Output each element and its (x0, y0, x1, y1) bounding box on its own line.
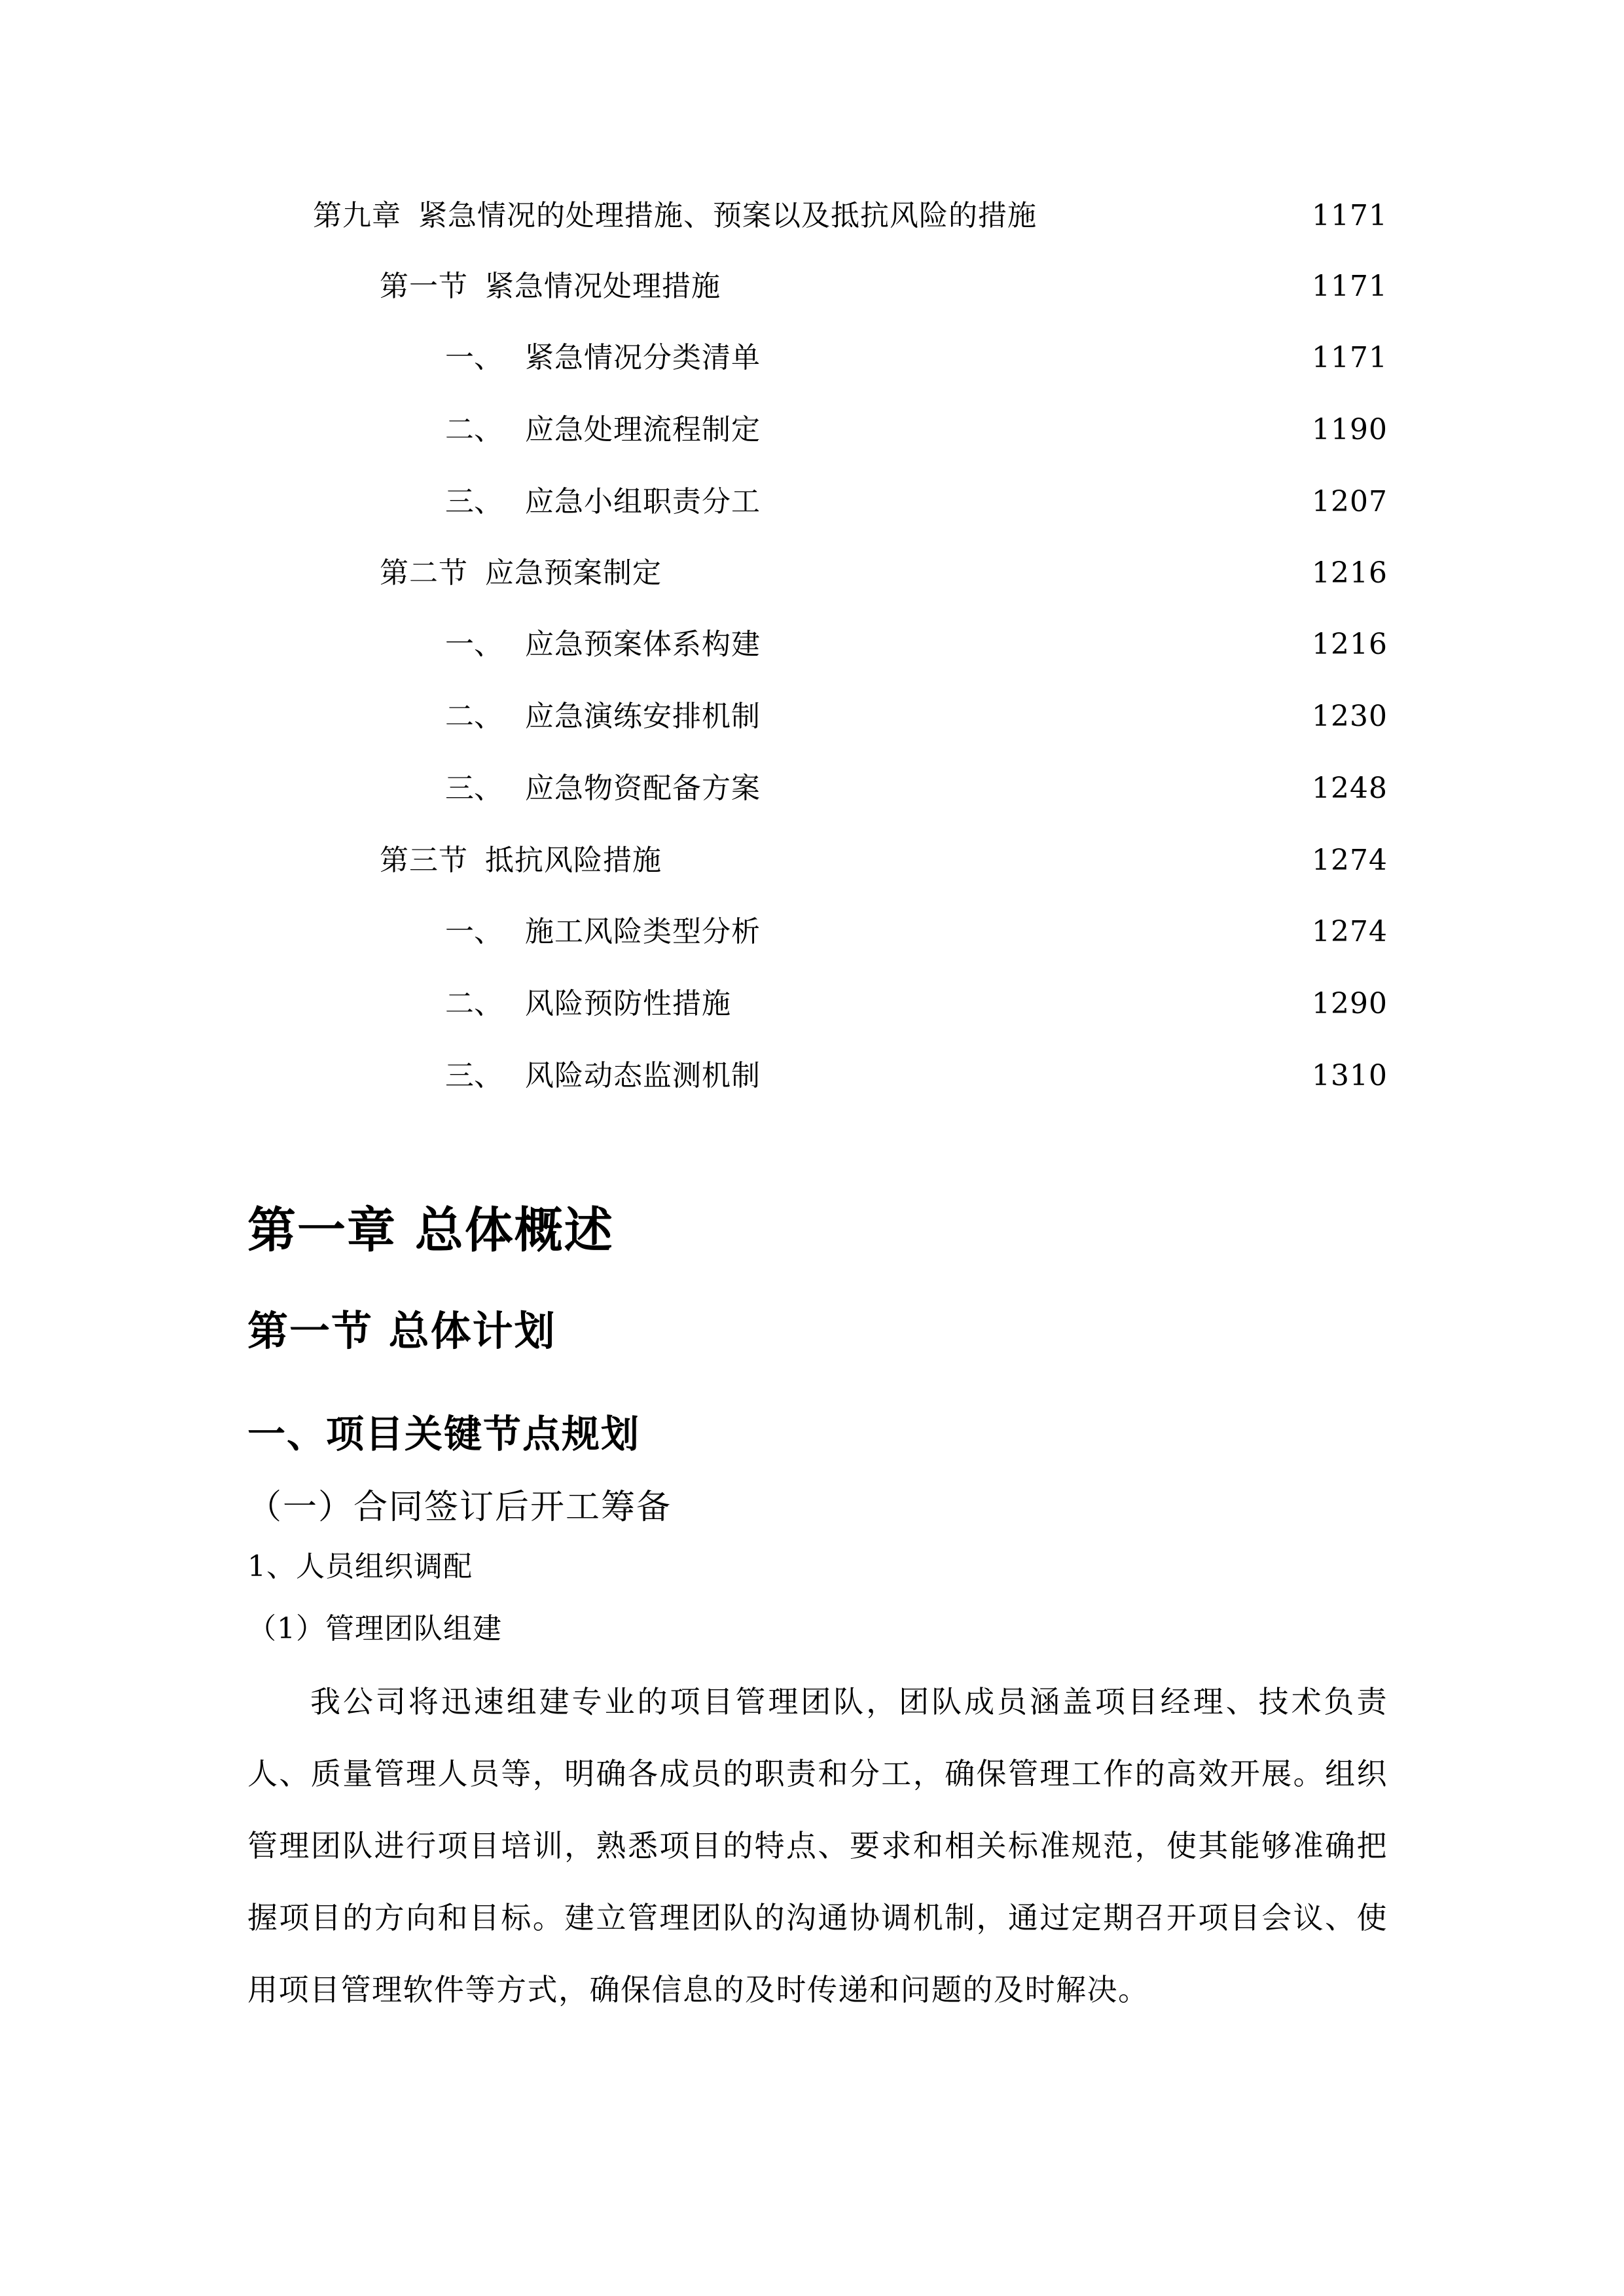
toc-dot-leader (768, 495, 1303, 524)
toc-entry-page: 1274 (1312, 844, 1388, 877)
toc-entry-page: 1171 (1312, 270, 1388, 303)
subitem-heading: （1）管理团队组建 (247, 1612, 502, 1645)
toc-entry[interactable] (445, 332, 1388, 384)
toc-entry-page: 1230 (1312, 700, 1388, 733)
toc-dot-leader (1045, 209, 1303, 238)
toc-entry-page: 1290 (1312, 987, 1388, 1020)
chapter-heading: 第一章 总体概述 (247, 1202, 614, 1259)
toc-dot-leader (670, 567, 1303, 596)
toc-entry[interactable] (445, 476, 1388, 528)
toc-entry-title: 紧急情况分类清单 (525, 341, 761, 374)
toc-entry[interactable] (445, 978, 1388, 1030)
toc-entry[interactable] (445, 691, 1388, 743)
toc-entry-number: 二、 (445, 987, 503, 1020)
toc-entry-number: 一、 (445, 628, 503, 661)
toc-entry[interactable] (380, 260, 1388, 313)
toc-entry-title: 应急物资配备方案 (525, 772, 761, 805)
toc-entry-number: 二、 (445, 413, 503, 446)
toc-entry-label (313, 199, 1037, 232)
toc-dot-leader (768, 1069, 1303, 1098)
toc-entry[interactable] (445, 404, 1388, 456)
toc-entry[interactable] (380, 547, 1388, 600)
toc-entry-number: 第一节 (380, 270, 468, 303)
toc-dot-leader (768, 710, 1303, 739)
toc-entry-number: 一、 (445, 915, 503, 948)
toc-entry-number: 三、 (445, 485, 503, 518)
toc-entry[interactable] (380, 834, 1388, 887)
toc-entry-page: 1216 (1312, 628, 1388, 661)
toc-entry-page: 1171 (1312, 199, 1388, 232)
toc-entry-page: 1310 (1312, 1059, 1388, 1092)
toc-entry[interactable] (445, 762, 1388, 815)
toc-entry-page: 1216 (1312, 556, 1388, 590)
toc-entry[interactable] (313, 190, 1388, 242)
toc-dot-leader (768, 423, 1303, 452)
toc-dot-leader (768, 782, 1303, 811)
toc-entry-number: 第三节 (380, 844, 468, 877)
body-paragraph: 我公司将迅速组建专业的项目管理团队，团队成员涵盖项目经理、技术负责人、质量管理人员等，明确各成员的职责和分工，确保管理工作的高效开展。组织管理团队进行项目培训，熟悉项目的特点、要求和相关标准规范，使其能够准确把握项目的方向和目标。建立管理团队的沟通协调机制，通过定期召开项目会议、使用项目管理软件等方式，确保信息的及时传递和问题的及时解决。 (247, 1684, 1388, 2007)
toc-entry-number: 一、 (445, 341, 503, 374)
toc-entry-number: 三、 (445, 772, 503, 805)
toc-dot-leader (670, 854, 1303, 883)
toc-entry-label (380, 272, 721, 301)
toc-entry-title: 抵抗风险措施 (485, 844, 662, 877)
toc-entry[interactable] (445, 619, 1388, 671)
toc-entry-title: 紧急情况的处理措施、预案以及抵抗风险的措施 (418, 199, 1037, 232)
toc-entry-number: 第九章 (313, 199, 401, 232)
toc-dot-leader (768, 638, 1303, 667)
toc-entry-number: 第二节 (380, 556, 468, 590)
toc-entry-title: 施工风险类型分析 (525, 915, 761, 948)
toc-dot-leader (768, 925, 1303, 954)
toc-entry-title: 应急小组职责分工 (525, 485, 761, 518)
toc-dot-leader (729, 280, 1303, 309)
toc-entry-title: 应急处理流程制定 (525, 413, 761, 446)
toc-entry-page: 1248 (1312, 772, 1388, 805)
section-heading: 第一节 总体计划 (247, 1307, 556, 1355)
toc-entry-title: 紧急情况处理措施 (485, 270, 721, 303)
toc-dot-leader (768, 351, 1303, 380)
toc-entry-title: 风险动态监测机制 (525, 1059, 761, 1092)
subsubsection-heading: （一）合同签订后开工筹备 (247, 1488, 672, 1527)
item-heading: 1、人员组织调配 (247, 1550, 473, 1583)
toc-entry-title: 应急演练安排机制 (525, 700, 761, 733)
toc-dot-leader (739, 997, 1303, 1026)
toc-entry-label (380, 556, 662, 590)
toc-entry-title: 应急预案体系构建 (525, 628, 761, 661)
toc-entry-page: 1274 (1312, 915, 1388, 948)
toc-entry-number: 三、 (445, 1059, 503, 1092)
subsection-heading: 一、项目关键节点规划 (247, 1412, 641, 1456)
toc-entry-title: 应急预案制定 (485, 556, 662, 590)
toc-entry-label (380, 846, 662, 875)
toc-entry-title: 风险预防性措施 (525, 987, 731, 1020)
toc-entry-number: 二、 (445, 700, 503, 733)
toc-entry-page: 1190 (1312, 413, 1388, 446)
toc-entry[interactable] (445, 906, 1388, 958)
toc-entry-page: 1171 (1312, 341, 1388, 374)
toc-entry[interactable] (445, 1050, 1388, 1102)
toc-entry-page: 1207 (1312, 485, 1388, 518)
